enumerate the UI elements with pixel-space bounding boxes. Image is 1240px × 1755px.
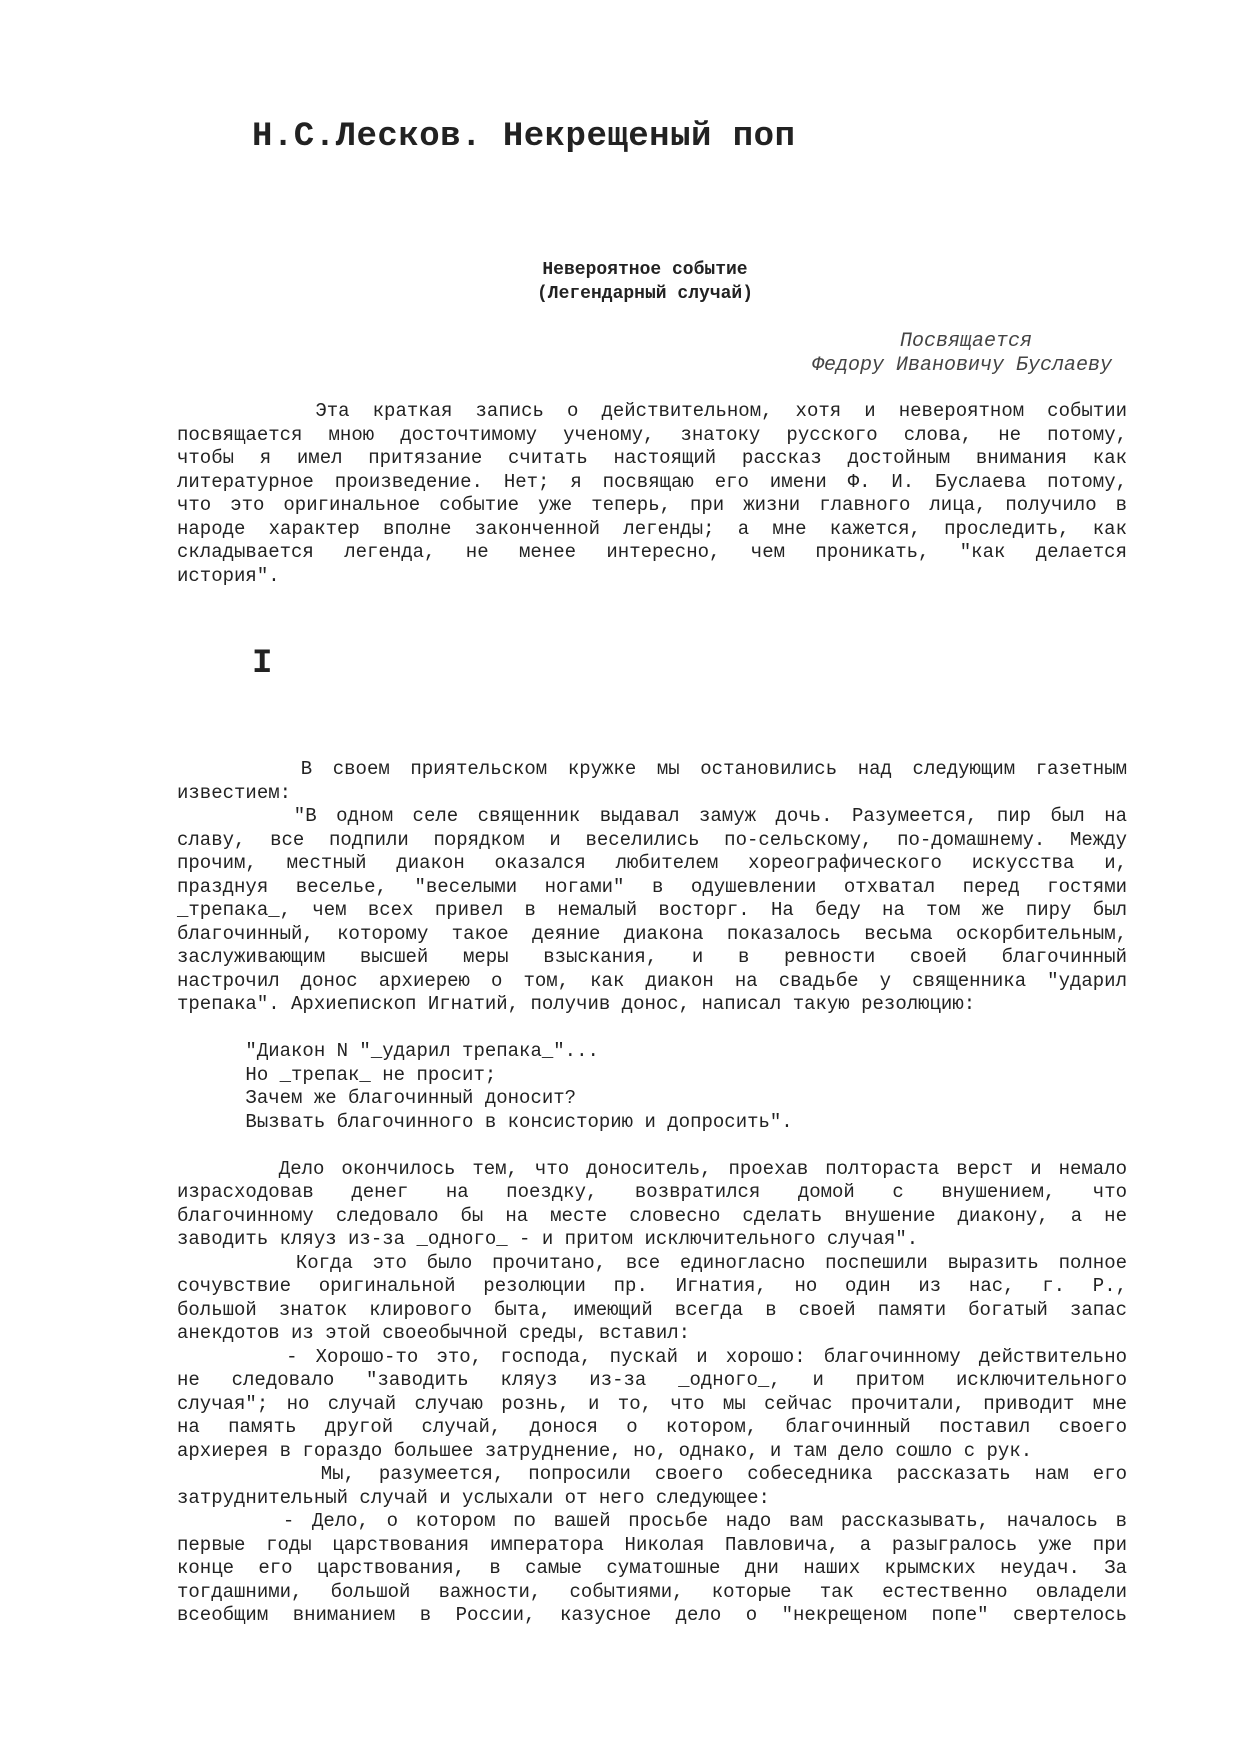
text-line: складывается легенда, не менее интересно, чем проникать, "как делается (177, 541, 1127, 563)
text-line: Зачем же благочинный доносит? (177, 1087, 577, 1109)
preface-paragraph (177, 400, 1127, 588)
text-line: Дело окончилось тем, что доноситель, проехав полтораста верст и немало (177, 1157, 1127, 1180)
text-line: архиерея в гораздо большее затруднение, но, однако, и там дело сошло с рук. (177, 1439, 1033, 1462)
chapter-heading: I (252, 645, 273, 683)
page-title: Н.С.Лесков. Некрещеный поп (252, 118, 796, 156)
text-line: настрочил донос архиерею о том, как диакон на свадьбе у священника "ударил (177, 969, 1127, 992)
text-line: затруднительный случай и услыхали от него следующее: (177, 1486, 770, 1509)
text-line: - Хорошо-то это, господа, пускай и хорошо: благочинному действительно (177, 1345, 1127, 1368)
text-line: случая"; но случай случаю рознь, и то, что мы сейчас прочитали, приводит мне (177, 1392, 1127, 1415)
text-line: "В одном селе священник выдавал замуж дочь. Разумеется, пир был на (177, 805, 1127, 827)
text-line: не следовало "заводить кляуз из-за _одного_, и притом исключительного (177, 1369, 1127, 1391)
text-line: на память другой случай, донося о котором, благочинный поставил своего (177, 1416, 1127, 1438)
text-line: чтобы я имел притязание считать настоящий рассказ достойным внимания как (177, 447, 1127, 469)
text-line: прочим, местный диакон оказался любителем хореографического искусства и, (177, 852, 1127, 874)
text-line: литературное произведение. Нет; я посвящаю его имени Ф. И. Буслаева потому, (177, 470, 1127, 493)
text-line: славу, все подпили порядком и веселились по-сельскому, по-домашнему. Между (177, 828, 1127, 851)
text-line: Мы, разумеется, попросили своего собеседника рассказать нам его (177, 1463, 1127, 1485)
text-line: большой знаток клирового быта, имеющий всегда в своей памяти богатый запас (177, 1298, 1127, 1321)
text-line: трепака". Архиепископ Игнатий, получив донос, написал такую резолюцию: (177, 993, 976, 1015)
subtitle-line-2: (Легендарный случай) (536, 284, 754, 304)
text-line: благочинный, которому такое деяние диакона показалось весьма оскорбительным, (177, 922, 1127, 945)
text-line: что это оригинальное событие уже теперь, при жизни главного лица, получило в (177, 494, 1127, 516)
text-line: известием: (177, 781, 292, 804)
dedication-line-1: Посвящается (900, 330, 1033, 353)
text-line: израсходовав денег на поездку, возвратился домой с внушением, что (177, 1181, 1127, 1203)
text-line: всеобщим вниманием в России, казусное дело о "некрещеном попе" свертелось (177, 1604, 1127, 1626)
text-line: первые годы царствования императора Николая Павловича, а разыгралось уже при (177, 1533, 1127, 1556)
text-line: Когда это было прочитано, все единогласно поспешили выразить полное (177, 1251, 1127, 1274)
text-line: _трепака_, чем всех привел в немалый восторг. На беду на том же пиру был (177, 899, 1127, 921)
text-line: история". (177, 564, 280, 587)
paragraph-gap (177, 1017, 1127, 1041)
text-line: заслуживающим высшей меры взыскания, и в ревности своей благочинный (177, 946, 1127, 968)
dedication-line-2: Федору Ивановичу Буслаеву (812, 354, 1113, 377)
text-line: Эта краткая запись о действительном, хотя и невероятном событии (177, 400, 1127, 422)
text-line: Вызвать благочинного в консисторию и допросить". (177, 1110, 793, 1133)
text-line: Но _трепак_ не просит; (177, 1063, 497, 1086)
text-line: конце его царствования, в самые суматошные дни наших крымских неудач. За (177, 1557, 1127, 1579)
text-line: В своем приятельском кружке мы остановились над следующим газетным (177, 758, 1127, 780)
text-line: посвящается мною досточтимому ученому, знатоку русского слова, не потому, (177, 423, 1127, 446)
text-line: благочинному следовало бы на месте словесно сделать внушение диакону, а не (177, 1204, 1127, 1227)
text-line: тогдашними, большой важности, событиями, которые так естественно овладели (177, 1580, 1127, 1603)
text-line: заводить кляуз из-за _одного_ - и притом исключительного случая". (177, 1228, 919, 1250)
text-line: празднуя веселье, "веселыми ногами" в одушевлении отхватал перед гостями (177, 875, 1127, 898)
chapter-body (177, 758, 1127, 1628)
subtitle-line-1: Невероятное событие (542, 260, 748, 280)
text-line: народе характер вполне законченной легенды; а мне кажется, проследить, как (177, 517, 1127, 540)
text-line: анекдотов из этой своеобычной среды, вставил: (177, 1322, 691, 1344)
text-line: "Диакон N "_ударил трепака_"... (177, 1040, 599, 1062)
text-line: - Дело, о котором по вашей просьбе надо вам рассказывать, началось в (177, 1510, 1127, 1532)
paragraph-gap (177, 1134, 1127, 1158)
text-line: сочувствие оригинальной резолюции пр. Игнатия, но один из нас, г. Р., (177, 1275, 1127, 1297)
